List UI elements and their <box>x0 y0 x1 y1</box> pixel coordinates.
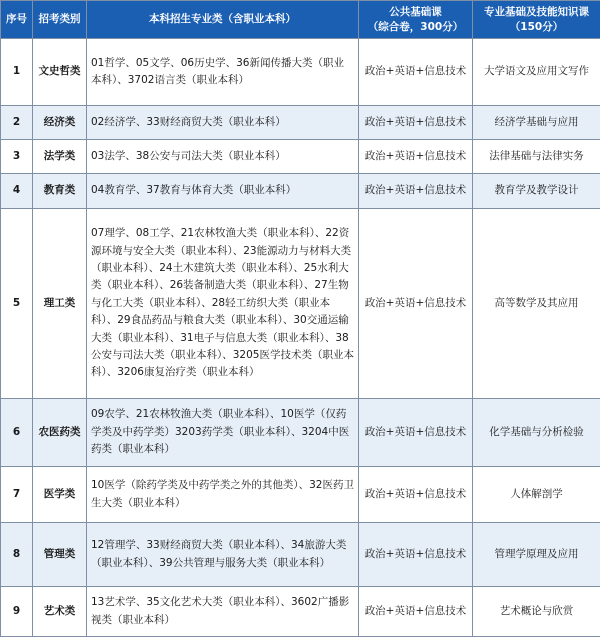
header-majors: 本科招生专业类（含职业本科） <box>87 1 359 39</box>
table-row <box>1 399 600 467</box>
row-majors: 12管理学、33财经商贸大类（职业本科）、34旅游大类（职业本科）、39公共管理与服务大类（职业本科） <box>87 523 359 587</box>
row-public-course: 政治+英语+信息技术 <box>359 39 473 106</box>
row-index: 9 <box>1 587 33 637</box>
row-majors: 13艺术学、35文化艺术大类（职业本科）、3602广播影视类（职业本科） <box>87 587 359 637</box>
table-row <box>1 106 600 140</box>
row-public-course: 政治+英语+信息技术 <box>359 467 473 523</box>
table-row <box>1 39 600 106</box>
row-index: 6 <box>1 399 33 467</box>
row-majors: 03法学、38公安与司法大类（职业本科） <box>87 140 359 174</box>
row-public-course: 政治+英语+信息技术 <box>359 174 473 209</box>
row-category: 农医药类 <box>33 399 87 467</box>
header-index: 序号 <box>1 1 33 39</box>
row-index: 1 <box>1 39 33 106</box>
row-public-course: 政治+英语+信息技术 <box>359 399 473 467</box>
row-majors: 02经济学、33财经商贸大类（职业本科） <box>87 106 359 140</box>
row-professional-course: 大学语文及应用文写作 <box>473 39 600 106</box>
row-professional-course: 管理学原理及应用 <box>473 523 600 587</box>
row-index: 5 <box>1 209 33 399</box>
row-index: 7 <box>1 467 33 523</box>
row-majors: 04教育学、37教育与体育大类（职业本科） <box>87 174 359 209</box>
row-professional-course: 艺术概论与欣赏 <box>473 587 600 637</box>
row-category: 医学类 <box>33 467 87 523</box>
table-row <box>1 523 600 587</box>
header-category: 招考类别 <box>33 1 87 39</box>
table-row <box>1 587 600 637</box>
row-majors: 01哲学、05文学、06历史学、36新闻传播大类（职业本科）、3702语言类（职业本科） <box>87 39 359 106</box>
row-category: 经济类 <box>33 106 87 140</box>
row-majors: 10医学（除药学类及中药学类之外的其他类）、32医药卫生大类（职业本科） <box>87 467 359 523</box>
row-public-course: 政治+英语+信息技术 <box>359 209 473 399</box>
table-row <box>1 467 600 523</box>
row-index: 8 <box>1 523 33 587</box>
header-professional-course <box>473 1 600 39</box>
row-index: 2 <box>1 106 33 140</box>
header-public-course <box>359 1 473 39</box>
row-category: 理工类 <box>33 209 87 399</box>
table-row <box>1 174 600 209</box>
row-category: 文史哲类 <box>33 39 87 106</box>
row-category: 法学类 <box>33 140 87 174</box>
table-header-row <box>1 1 600 39</box>
row-public-course: 政治+英语+信息技术 <box>359 140 473 174</box>
row-professional-course: 高等数学及其应用 <box>473 209 600 399</box>
row-majors: 09农学、21农林牧渔大类（职业本科）、10医学（仅药学类及中药学类）3203药学类（职业本科）、3204中医药类（职业本科） <box>87 399 359 467</box>
row-category: 教育类 <box>33 174 87 209</box>
row-public-course: 政治+英语+信息技术 <box>359 106 473 140</box>
row-professional-course: 人体解剖学 <box>473 467 600 523</box>
header-prof-line2: （150分） <box>509 20 564 33</box>
header-public-line1: 公共基础课 <box>389 5 442 18</box>
header-public-line2: （综合卷，300分） <box>367 20 464 33</box>
row-index: 4 <box>1 174 33 209</box>
row-professional-course: 教育学及教学设计 <box>473 174 600 209</box>
row-public-course: 政治+英语+信息技术 <box>359 587 473 637</box>
row-majors: 07理学、08工学、21农林牧渔大类（职业本科）、22资源环境与安全大类（职业本科）、23能源动力与材料大类（职业本科）、24土木建筑大类（职业本科）、25水利大类（职业本科）、26装备制造大类（职业本科）、27生物与化工大类（职业本科）、28轻工纺织大类（职业本科）、29食品药品与粮食大类（职业本科）、30交通运输大类（职业本科）、31电子与信息大类（职业本科）、38公安与司法大类（职业本科）、3205医学技术类（职业本科）、3206康复治疗类（职业本科） <box>87 209 359 399</box>
row-category: 管理类 <box>33 523 87 587</box>
header-prof-line1: 专业基础及技能知识课 <box>484 5 589 18</box>
row-index: 3 <box>1 140 33 174</box>
table-row <box>1 209 600 399</box>
row-professional-course: 化学基础与分析检验 <box>473 399 600 467</box>
row-public-course: 政治+英语+信息技术 <box>359 523 473 587</box>
row-professional-course: 法律基础与法律实务 <box>473 140 600 174</box>
row-professional-course: 经济学基础与应用 <box>473 106 600 140</box>
row-category: 艺术类 <box>33 587 87 637</box>
table-row <box>1 140 600 174</box>
